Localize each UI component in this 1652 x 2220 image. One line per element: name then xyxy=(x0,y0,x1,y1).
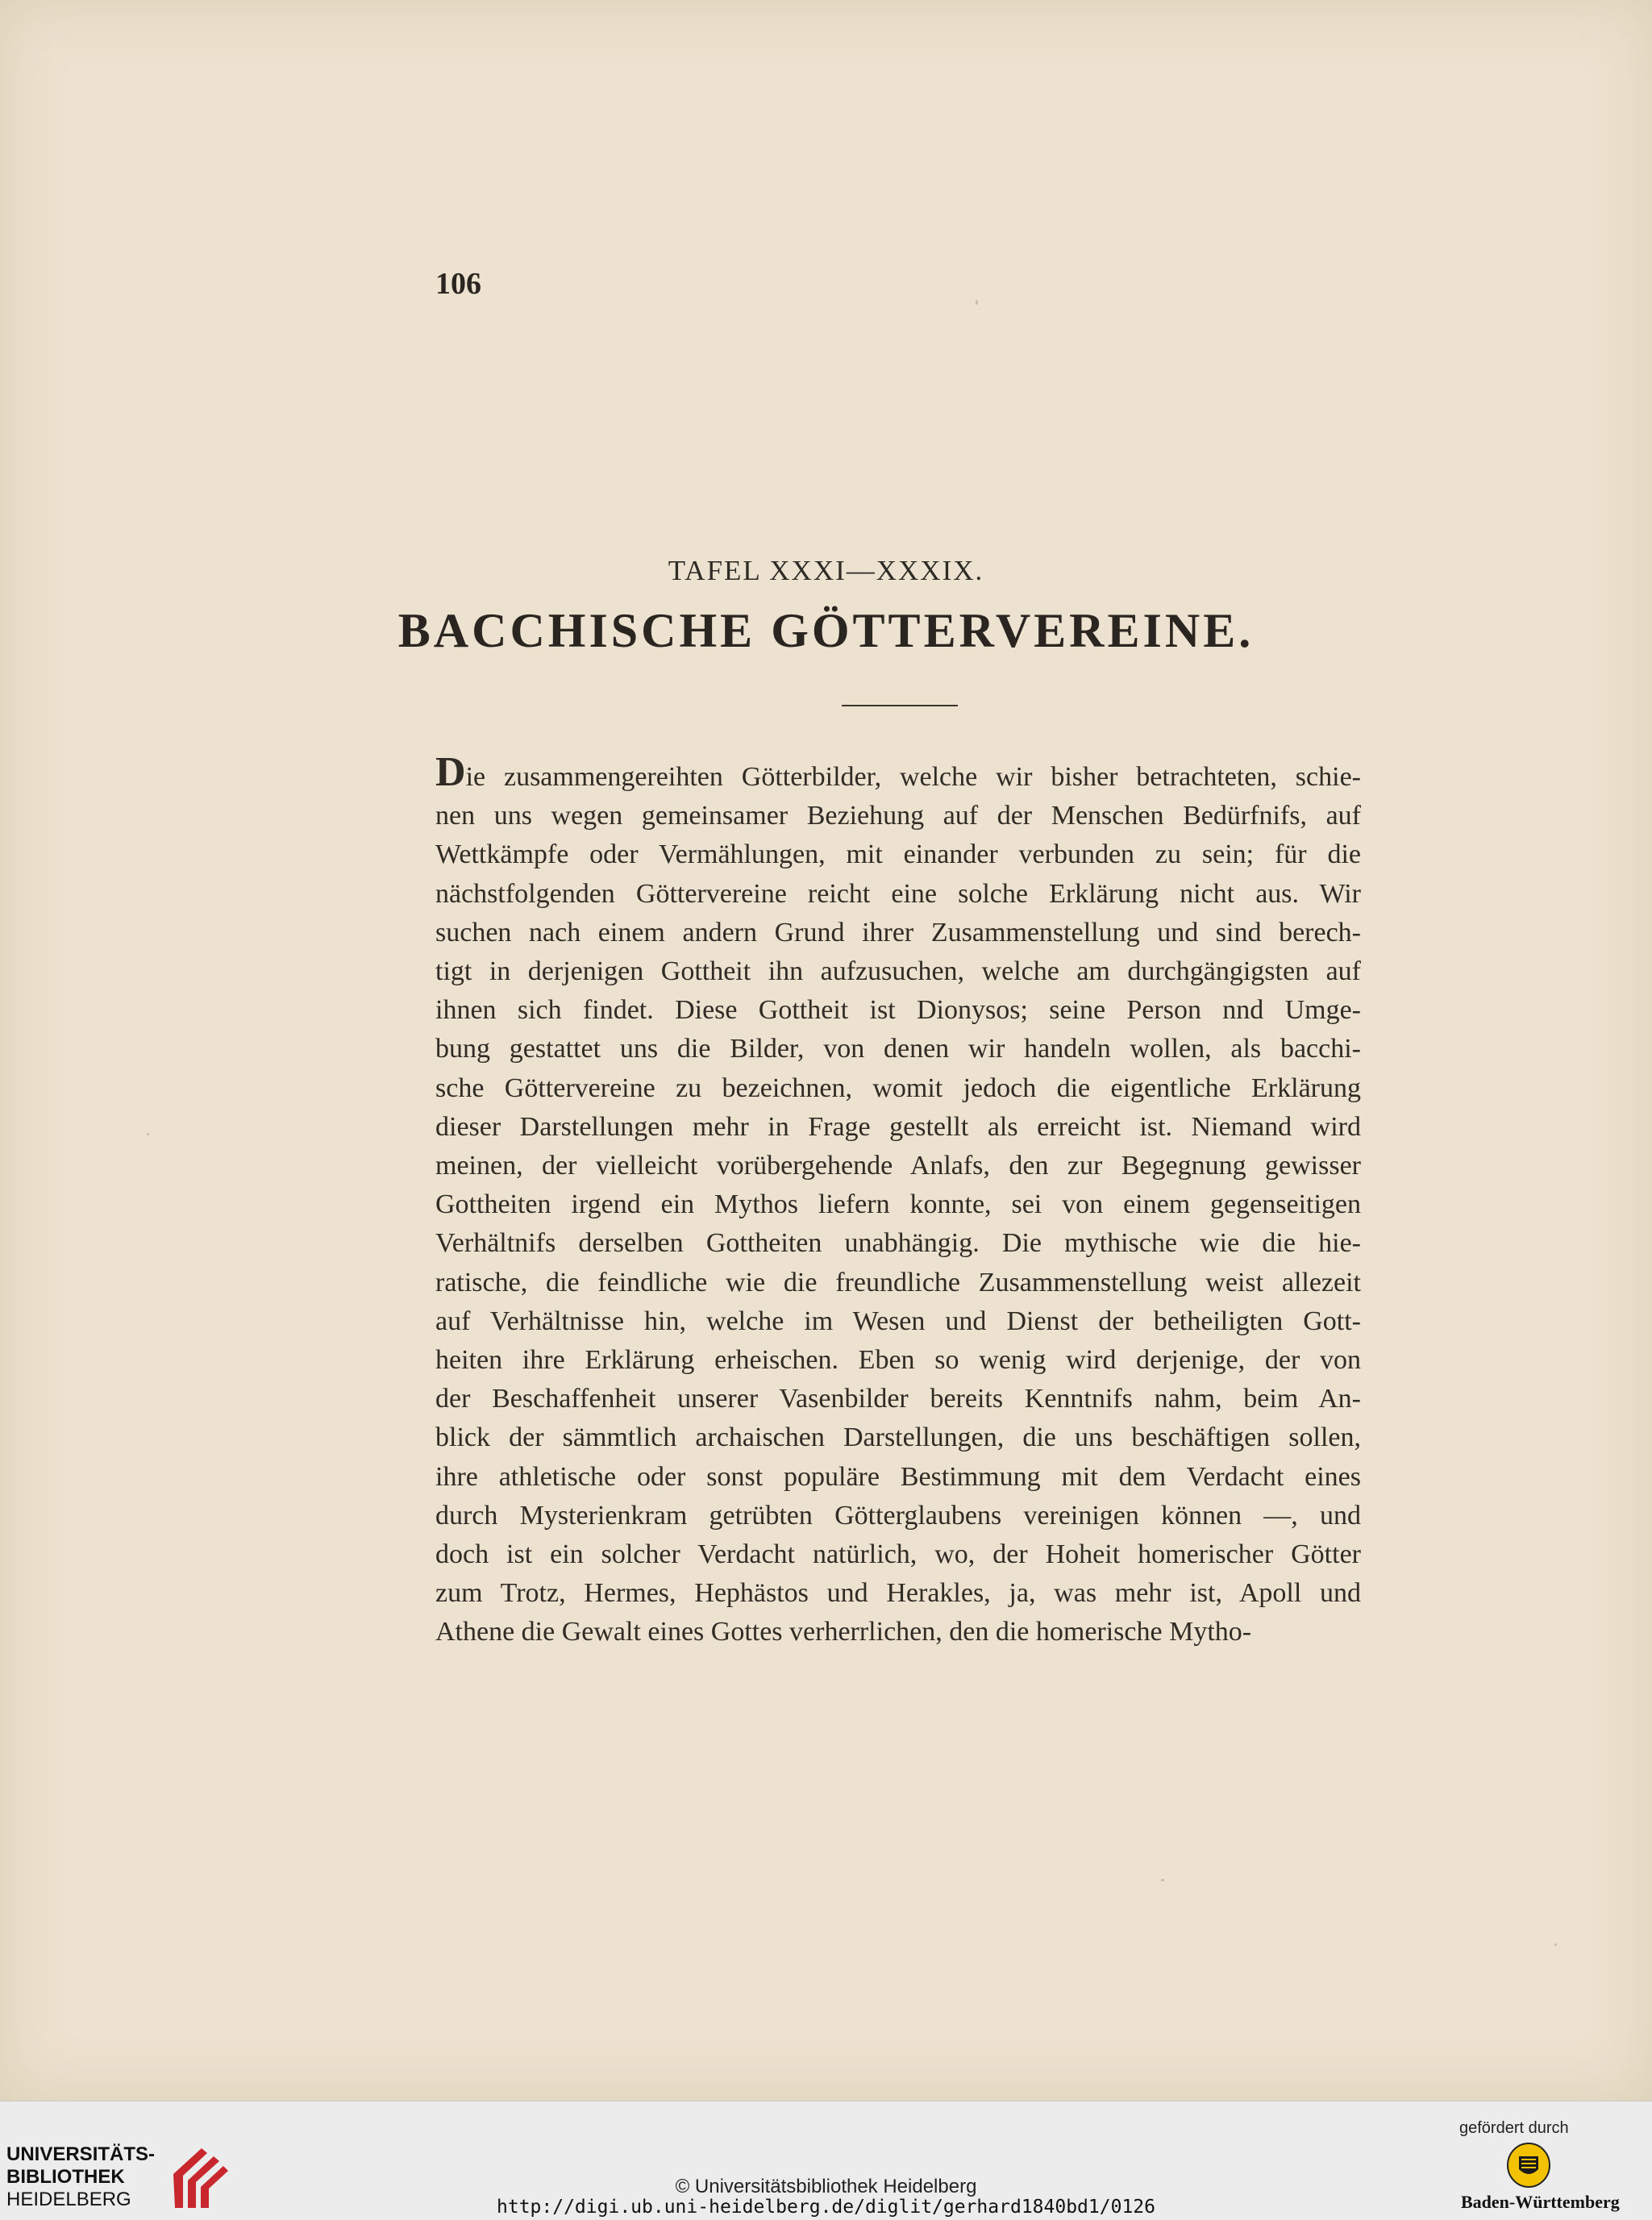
text-line: zum Trotz, Hermes, Hephästos und Herakles, ja, was mehr ist, Apoll und xyxy=(435,1578,1361,1609)
permalink-url[interactable]: http://digi.ub.uni-heidelberg.de/diglit/gerhard1840bd1/0126 xyxy=(497,2197,1155,2218)
chapter-title: BACCHISCHE GÖTTERVEREINE. xyxy=(397,604,1255,657)
text-line: Die zusammengereihten Götterbilder, welche wir bisher betrachteten, schie- xyxy=(435,749,1361,795)
page-number: 106 xyxy=(435,267,481,301)
body-paragraph xyxy=(435,749,1361,1652)
text-line: meinen, der vielleicht vorübergehende Anlafs, den zur Begegnung gewisser xyxy=(435,1151,1361,1181)
text-line: sche Göttervereine zu bezeichnen, womit jedoch die eigentliche Erklärung xyxy=(435,1073,1361,1103)
text-line: nächstfolgenden Göttervereine reicht eine solche Erklärung nicht aus. Wir xyxy=(435,878,1361,909)
funded-by-label: gefördert durch xyxy=(1459,2119,1569,2137)
text-line: suchen nach einem andern Grund ihrer Zusammenstellung und sind berech- xyxy=(435,917,1361,948)
text-line: Gottheiten irgend ein Mythos liefern konnte, sei von einem gegenseitigen xyxy=(435,1189,1361,1220)
paper-speck xyxy=(147,1133,149,1135)
baden-wuerttemberg-crest-icon xyxy=(1506,2142,1551,2189)
paper-speck xyxy=(1554,1943,1557,1946)
text-line: ihre athletische oder sonst populäre Bestimmung mit dem Verdacht eines xyxy=(435,1461,1361,1492)
text-line: doch ist ein solcher Verdacht natürlich, wo, der Hoheit homerischer Götter xyxy=(435,1539,1361,1570)
text-line: Verhältnifs derselben Gottheiten unabhängig. Die mythische wie die hie- xyxy=(435,1228,1361,1259)
text-line: ratische, die feindliche wie die freundliche Zusammenstellung weist allezeit xyxy=(435,1267,1361,1297)
text-line: der Beschaffenheit unserer Vasenbilder bereits Kenntnifs nahm, beim An- xyxy=(435,1384,1361,1414)
text-line: Wettkämpfe oder Vermählungen, mit einander verbunden zu sein; für die xyxy=(435,839,1361,870)
plate-heading: TAFEL XXXI—XXXIX. xyxy=(668,555,984,586)
paper-speck xyxy=(976,300,978,305)
copyright-notice: © Universitätsbibliothek Heidelberg xyxy=(675,2176,977,2197)
text-line: ihnen sich findet. Diese Gottheit ist Dionysos; seine Person nnd Umge- xyxy=(435,995,1361,1026)
text-line: dieser Darstellungen mehr in Frage gestellt als erreicht ist. Niemand wird xyxy=(435,1111,1361,1142)
title-divider xyxy=(842,705,958,706)
text-line: durch Mysterienkram getrübten Götterglaubens vereinigen können —, und xyxy=(435,1500,1361,1531)
text-line: tigt in derjenigen Gottheit ihn aufzusuchen, welche am durchgängigsten auf xyxy=(435,956,1361,987)
library-name: UNIVERSITÄTS- BIBLIOTHEK HEIDELBERG xyxy=(6,2143,156,2210)
drop-cap: D xyxy=(435,749,466,795)
paper-speck xyxy=(1161,1879,1164,1881)
text-line: bung gestattet uns die Bilder, von denen wir handeln wollen, als bacchi- xyxy=(435,1034,1361,1064)
funder-name: Baden-Württemberg xyxy=(1461,2192,1620,2212)
text-line: auf Verhältnisse hin, welche im Wesen und Dienst der betheiligten Gott- xyxy=(435,1306,1361,1336)
footer-bar xyxy=(0,2101,1652,2220)
text-line: blick der sämmtlich archaischen Darstellungen, die uns beschäftigen sollen, xyxy=(435,1422,1361,1453)
text-line: heiten ihre Erklärung erheischen. Eben so wenig wird derjenige, der von xyxy=(435,1345,1361,1376)
text-line: Athene die Gewalt eines Gottes verherrlichen, den die homerische Mytho- xyxy=(435,1617,1252,1647)
text-line: nen uns wegen gemeinsamer Beziehung auf der Menschen Bedürfnifs, auf xyxy=(435,801,1361,831)
